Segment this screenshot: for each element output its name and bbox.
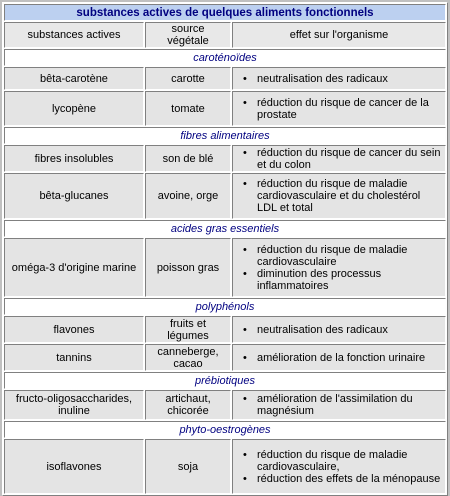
effect-item: • réduction des effets de la ménopause [239,473,441,485]
table-row [4,91,446,126]
table-row [4,439,446,494]
source-cell: tomate [145,91,231,126]
effect-list [239,352,441,364]
effect-list [239,244,441,292]
substance-cell: flavones [4,316,144,343]
effect-list [239,178,441,214]
effect-list [239,449,441,485]
table-row [4,238,446,297]
effect-item: • réduction du risque de maladie cardiovasculaire et du cholestérol LDL et total [239,178,441,214]
effect-list [239,324,441,336]
effect-cell [232,67,446,90]
substance-cell: bêta-glucanes [4,173,144,219]
effect-cell [232,316,446,343]
substance-cell: fibres insolubles [4,145,144,172]
category-row [4,49,446,66]
substance-cell: oméga-3 d'origine marine [4,238,144,297]
source-cell: canneberge, cacao [145,344,231,371]
table-row [4,145,446,172]
effect-cell [232,439,446,494]
effect-item: • réduction du risque de cancer de la prostate [239,97,441,121]
source-cell: avoine, orge [145,173,231,219]
category-row [4,421,446,438]
effect-item: • réduction du risque de maladie cardiovasculaire [239,244,441,268]
effect-item: • amélioration de l'assimilation du magnésium [239,393,441,417]
source-cell: fruits et légumes [145,316,231,343]
header-row [4,22,446,48]
source-cell: soja [145,439,231,494]
category-label: polyphénols [4,298,446,315]
effect-cell [232,344,446,371]
effect-list [239,147,441,171]
category-row [4,298,446,315]
substance-cell: fructo-oligosaccharides, inuline [4,390,144,420]
table-title: substances actives de quelques aliments fonctionnels [4,4,446,21]
source-cell: son de blé [145,145,231,172]
category-row [4,127,446,144]
effect-list [239,393,441,417]
source-cell: poisson gras [145,238,231,297]
effect-cell [232,145,446,172]
category-row [4,220,446,237]
effect-list [239,97,441,121]
table-row [4,344,446,371]
effect-cell [232,238,446,297]
table-row [4,316,446,343]
substance-cell: isoflavones [4,439,144,494]
category-label: caroténoïdes [4,49,446,66]
functional-foods-table [2,2,448,496]
header-source: source végétale [145,22,231,48]
effect-cell [232,91,446,126]
effect-item: • réduction du risque de maladie cardiovasculaire, [239,449,441,473]
title-row [4,4,446,21]
effect-item: • diminution des processus inflammatoires [239,268,441,292]
table-row [4,173,446,219]
category-label: prébiotiques [4,372,446,389]
table-row [4,67,446,90]
category-row [4,372,446,389]
header-substances: substances actives [4,22,144,48]
effect-cell [232,173,446,219]
substance-cell: bêta-carotène [4,67,144,90]
header-effect: effet sur l'organisme [232,22,446,48]
effect-item: • réduction du risque de cancer du sein et du colon [239,147,441,171]
substance-cell: lycopène [4,91,144,126]
category-label: acides gras essentiels [4,220,446,237]
substance-cell: tannins [4,344,144,371]
table-row [4,390,446,420]
category-label: phyto-oestrogènes [4,421,446,438]
effect-item: • neutralisation des radicaux [239,73,441,85]
effect-item: • amélioration de la fonction urinaire [239,352,441,364]
effect-item: • neutralisation des radicaux [239,324,441,336]
source-cell: carotte [145,67,231,90]
effect-list [239,73,441,85]
effect-cell [232,390,446,420]
source-cell: artichaut, chicorée [145,390,231,420]
category-label: fibres alimentaires [4,127,446,144]
